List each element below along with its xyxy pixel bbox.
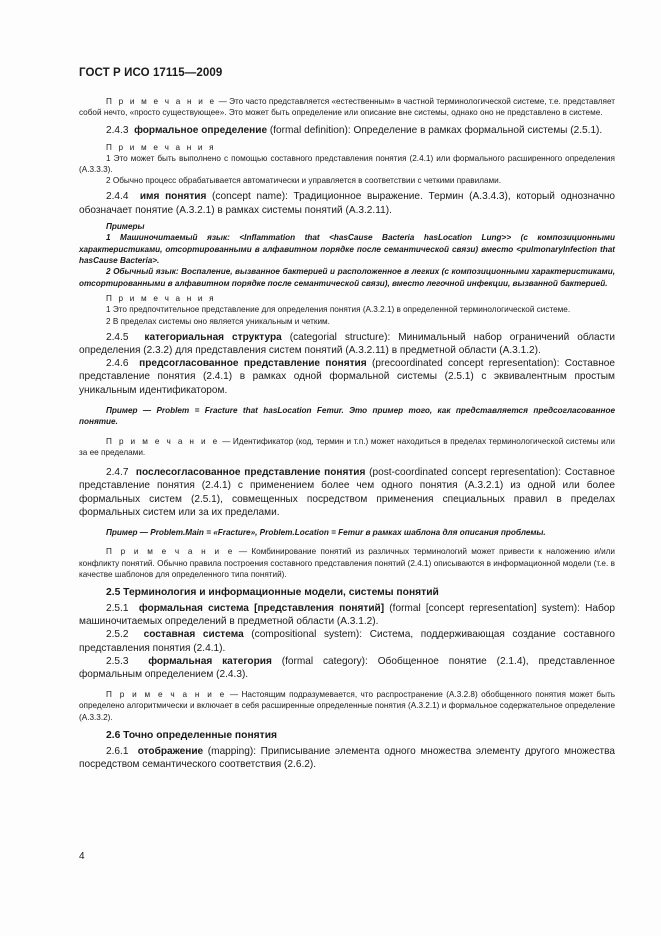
note-paragraph [79, 436, 615, 458]
term-name: формальная категория [148, 655, 272, 667]
note-item: 2 В пределах системы оно является уникальным и четким. [106, 316, 330, 326]
term-number: 2.5.1 [106, 602, 129, 614]
term-definition: (formal definition): Определение в рамках формальной системы (2.5.1). [267, 125, 603, 137]
example-item: 1 Машиночитаемый язык: <Inflammation that <hasCause Bacteria hasLocation Lung>> (с композиционными характеристиками, отсортированными в алфавитном порядке после семантической связи) вместо <pulmonaryInfection that hasCause Bacteria>. [79, 233, 615, 266]
term-name: категориальная структура [144, 331, 282, 343]
term-number: 2.5.2 [106, 629, 129, 641]
term-entry-2-4-5 [79, 331, 615, 357]
note-paragraph [79, 96, 615, 118]
note-item: 1 Это может быть выполнено с помощью составного представления понятия (2.4.1) или формального расширенного определения (А.3.3.3). [79, 153, 615, 175]
examples-heading: Примеры [106, 221, 145, 231]
term-entry-2-4-4 [79, 190, 615, 216]
term-name: имя понятия [139, 191, 207, 203]
term-number: 2.4.6 [106, 358, 129, 370]
term-name: формальное определение [134, 125, 268, 137]
term-number: 2.6.1 [106, 745, 129, 757]
page-header-title: ГОСТ Р ИСО 17115—2009 [79, 67, 223, 79]
section-heading-2-6: 2.6 Точно определенные понятия [106, 729, 278, 741]
term-definition: (formal [concept representation] system): Набор машиночитаемых определений в предметной области (А.3.1.2). [79, 602, 615, 628]
example-item: 2 Обычный язык: Воспаление, вызванное бактерией и расположенное в легких (с композиционными характеристиками, отсортированными в алфавитном порядке после семантической связи), вместо легочной инфекции, вызванной бактерией. [79, 267, 615, 288]
note-label: П р и м е ч а н и е [106, 690, 227, 700]
term-number: 2.4.4 [106, 191, 129, 203]
term-name: составная система [143, 629, 244, 641]
example-item: Пример — Problem = Fracture that hasLocation Femur. Это пример того, как представляется предсогласованное понятие. [79, 405, 615, 427]
term-entry-2-5-2 [79, 628, 615, 654]
term-number: 2.5.3 [106, 655, 129, 667]
note-paragraph [79, 689, 615, 723]
term-name: предсогласованное представление понятия [139, 358, 367, 370]
note-paragraph [79, 546, 615, 580]
term-definition: (categorial structure): Минимальный набор ограничений области определения (2.3.2) для представления систем понятий (А.3.2.11) в предметной области (А.3.1.2). [79, 331, 615, 357]
term-entry-2-4-6 [79, 357, 615, 397]
note-text: — Это часто представляется «естественным» в частной терминологической системе, т.е. представляет собой нечто, «просто существующее». Это может быть определение или описание вне системы, однако оно не представлено в системе. [79, 97, 615, 118]
note-item: 1 Это предпочтительное представление для определения понятия (А.3.2.1) в определенной терминологической системе. [106, 305, 571, 315]
term-number: 2.4.5 [106, 331, 129, 343]
term-definition: (formal category): Обобщенное понятие (2.1.4), представленное формальным определением (2.4.3). [79, 655, 616, 680]
notes-heading: П р и м е ч а н и я [106, 294, 216, 304]
term-entry-2-5-1 [79, 602, 615, 628]
note-text: — Настоящим подразумевается, что распространение (А.3.2.8) обобщенного понятия может быть определено алгоритмически и включает в себя расширенные определенные понятия (А.3.2.1) и формальное содержательное определение (А.3.3.2). [79, 690, 615, 722]
note-text: — Идентификатор (код, термин и т.п.) может находиться в пределах терминологической системы или за ее пределами. [79, 436, 615, 457]
term-definition: (post-coordinated concept representation): Составное представление понятия (2.4.1) с применением более чем одного понятия (А.3.2.1) из одной или более формальных систем (2.5.1), совмещенных посредством применения специальных правил в пределах формальных систем или за их пределами. [79, 467, 616, 518]
term-number: 2.4.3 [106, 125, 129, 137]
note-label: П р и м е ч а н и е [106, 97, 217, 106]
example-item: Пример — Problem.Main = «Fracture», Problem.Location = Femur в рамках шаблона для описания проблемы. [106, 527, 546, 537]
notes-heading: П р и м е ч а н и я [106, 142, 216, 152]
term-name: послесогласованное представление понятия [135, 467, 366, 479]
note-item: 2 Обычно процесс обрабатывается автоматически и управляется в соответствии с четкими правилами. [106, 176, 502, 186]
term-definition: (concept name): Традиционное выражение. Термин (А.3.4.3), который однозначно обозначает понятие (А.3.2.1) в рамках системы понятий (А.3.2.11). [79, 191, 616, 216]
term-entry-2-5-3 [79, 655, 615, 681]
term-entry-2-6-1 [79, 745, 615, 771]
term-name: отображение [137, 745, 204, 757]
term-definition: (mapping): Приписывание элемента одного множества элементу другого множества посредством семантического соответствия (2.6.2). [79, 745, 615, 770]
term-name: формальная система [представления понятий] [138, 602, 385, 614]
note-label: П р и м е ч а н и е [106, 436, 220, 446]
note-text: — Комбинирование понятий из различных терминологий может привести к наложению и/или конфликту понятий. Обычно правила построения составного представления понятий (2.4.1) описываются в информационной модели (т.е. в качестве шаблонов для определенного типа понятий). [79, 547, 615, 579]
page-content [79, 96, 615, 771]
page-number: 4 [79, 851, 85, 862]
term-definition: (compositional system): Система, поддерживающая создание составного представления понятия (2.4.1). [79, 629, 615, 654]
note-label: П р и м е ч а н и е [106, 547, 235, 557]
term-entry-2-4-3 [79, 124, 615, 137]
term-definition: (precoordinated concept representation): Составное представление понятия (2.4.1) в рамках одной формальной системы (2.5.1) с эквивалентным простым уникальным идентификатором. [79, 358, 615, 396]
term-entry-2-4-7 [79, 466, 615, 519]
section-heading-2-5: 2.5 Терминология и информационные модели, системы понятий [106, 586, 439, 598]
term-number: 2.4.7 [106, 467, 129, 479]
